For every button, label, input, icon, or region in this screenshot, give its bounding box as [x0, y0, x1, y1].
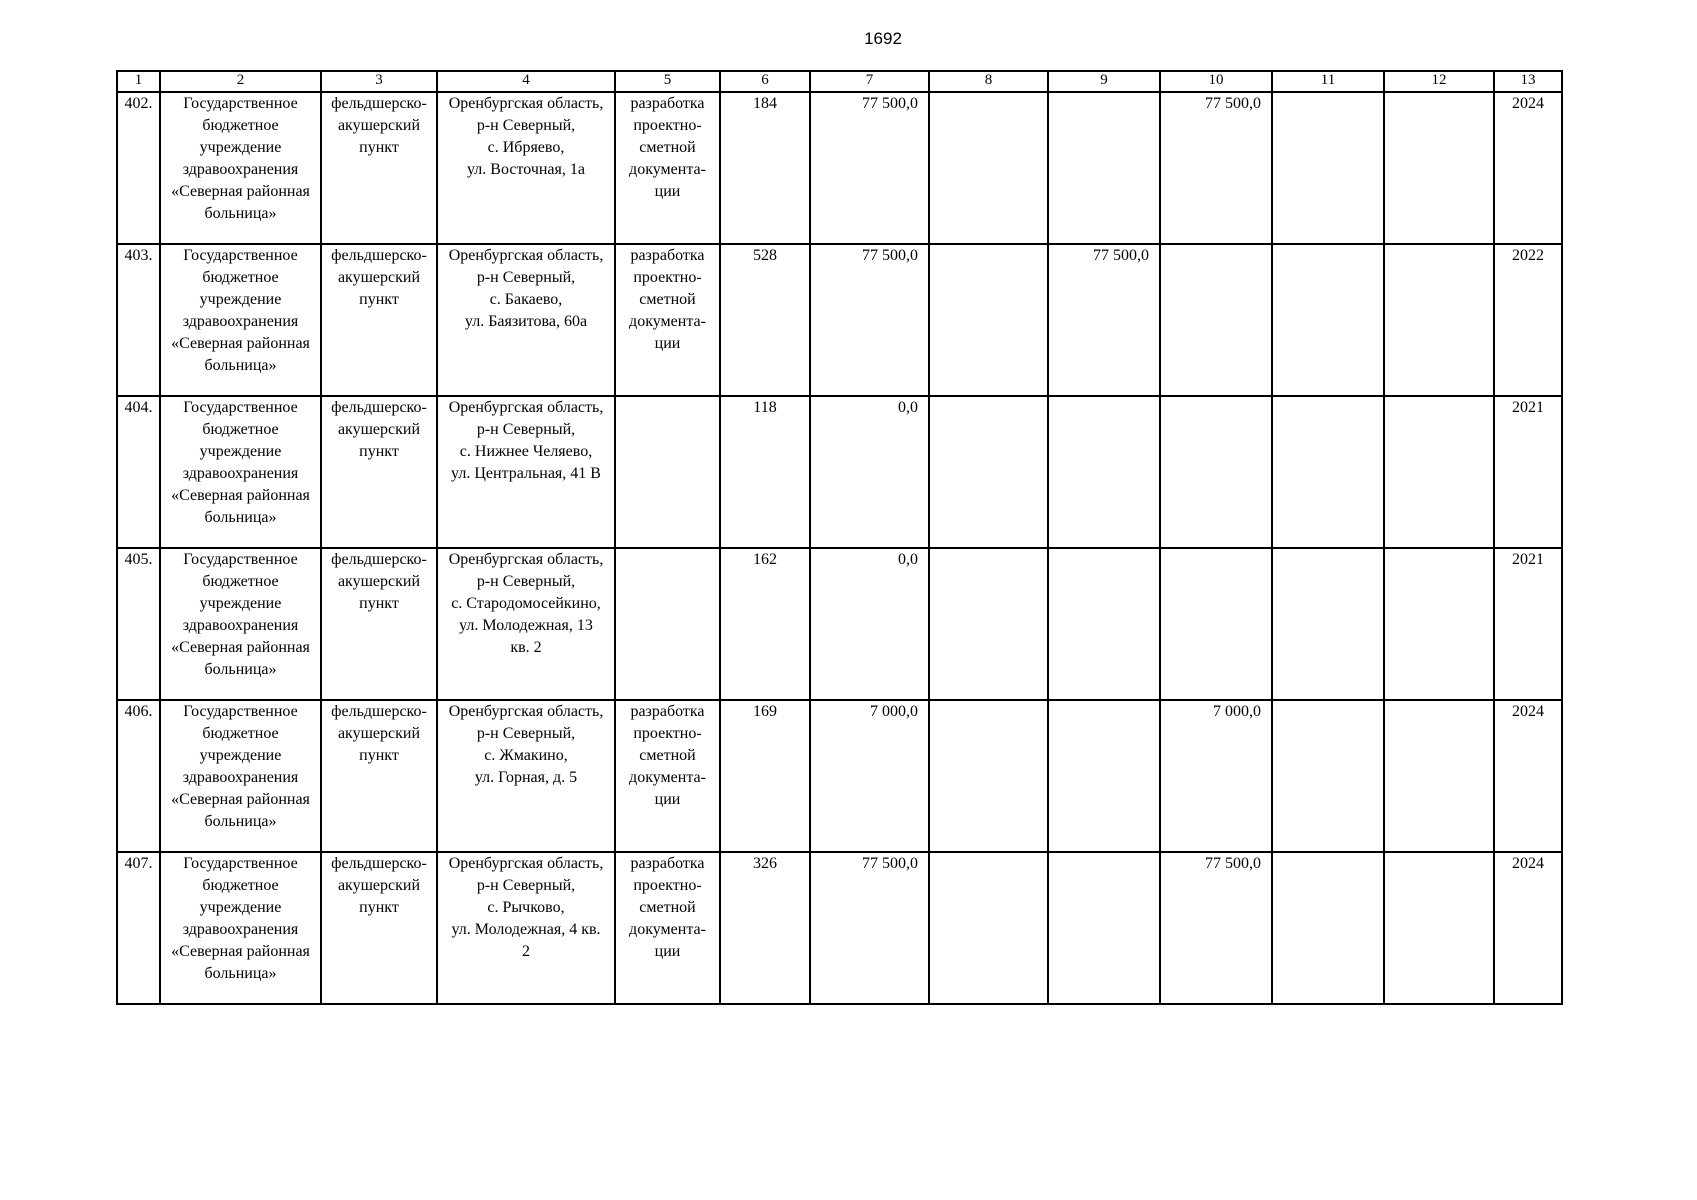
cell-line: ции	[654, 791, 681, 808]
cell-line: Оренбургская область,	[448, 247, 604, 264]
col6-cell: 162	[720, 548, 810, 700]
col7-amount-cell: 77 500,0	[810, 244, 929, 396]
cell-line: пункт	[359, 139, 399, 156]
work-type-cell	[615, 548, 720, 700]
col8-amount-cell	[929, 396, 1048, 548]
cell-line: учреждение	[199, 291, 282, 308]
column-header: 6	[720, 71, 810, 92]
cell-line: больница»	[204, 357, 277, 374]
cell-line: ции	[654, 943, 681, 960]
col9-amount-cell	[1048, 92, 1160, 244]
cell-line: документа-	[629, 921, 706, 938]
cell-line: р-н Северный,	[476, 421, 576, 438]
column-header: 1	[117, 71, 160, 92]
cell-line: больница»	[204, 661, 277, 678]
cell-line: Государственное	[183, 399, 298, 416]
cell-line: «Северная районная	[171, 791, 310, 808]
col10-amount-cell	[1160, 548, 1272, 700]
cell-line: пункт	[359, 291, 399, 308]
table-row	[117, 700, 1562, 852]
col7-amount-cell: 77 500,0	[810, 92, 929, 244]
object-type-cell	[321, 852, 437, 1004]
row-number-cell: 407.	[117, 852, 160, 1004]
cell-line: сметной	[639, 747, 696, 764]
col12-amount-cell	[1384, 548, 1494, 700]
cell-line: р-н Северный,	[476, 269, 576, 286]
cell-line: бюджетное	[202, 725, 279, 742]
object-type-cell	[321, 700, 437, 852]
cell-line: здравоохранения	[182, 313, 299, 330]
cell-line: Государственное	[183, 855, 298, 872]
address-cell	[437, 700, 615, 852]
year-cell: 2021	[1494, 548, 1562, 700]
col10-amount-cell	[1160, 244, 1272, 396]
col10-amount-cell	[1160, 396, 1272, 548]
cell-line: фельдшерско-	[331, 703, 427, 720]
cell-line: ции	[654, 183, 681, 200]
col9-amount-cell	[1048, 396, 1160, 548]
cell-line: акушерский	[337, 573, 421, 590]
year-cell: 2024	[1494, 852, 1562, 1004]
cell-line: учреждение	[199, 595, 282, 612]
column-header: 5	[615, 71, 720, 92]
col8-amount-cell	[929, 852, 1048, 1004]
col7-amount-cell: 7 000,0	[810, 700, 929, 852]
cell-line: учреждение	[199, 443, 282, 460]
cell-line: здравоохранения	[182, 161, 299, 178]
cell-line: р-н Северный,	[476, 117, 576, 134]
cell-line: «Северная районная	[171, 639, 310, 656]
column-header: 11	[1272, 71, 1384, 92]
institution-cell	[160, 700, 321, 852]
page-number: 1692	[864, 29, 902, 48]
cell-line: 2	[522, 943, 530, 960]
cell-line: пункт	[359, 899, 399, 916]
cell-line: больница»	[204, 509, 277, 526]
column-header: 13	[1494, 71, 1562, 92]
table-row	[117, 244, 1562, 396]
year-cell: 2024	[1494, 700, 1562, 852]
institution-cell	[160, 548, 321, 700]
cell-line: проектно-	[633, 725, 702, 742]
col10-amount-cell: 77 500,0	[1160, 92, 1272, 244]
cell-line: «Северная районная	[171, 487, 310, 504]
col11-amount-cell	[1272, 396, 1384, 548]
column-number-header-row	[117, 71, 1562, 92]
cell-line: больница»	[204, 205, 277, 222]
cell-line: разработка	[630, 703, 705, 720]
cell-line: бюджетное	[202, 573, 279, 590]
work-type-cell	[615, 92, 720, 244]
column-header: 7	[810, 71, 929, 92]
cell-line: разработка	[630, 247, 705, 264]
year-cell: 2022	[1494, 244, 1562, 396]
cell-line: учреждение	[199, 899, 282, 916]
col6-cell: 528	[720, 244, 810, 396]
cell-line: акушерский	[337, 421, 421, 438]
col10-amount-cell: 7 000,0	[1160, 700, 1272, 852]
row-number-cell: 404.	[117, 396, 160, 548]
row-number-cell: 405.	[117, 548, 160, 700]
col8-amount-cell	[929, 244, 1048, 396]
cell-line: фельдшерско-	[331, 95, 427, 112]
object-type-cell	[321, 548, 437, 700]
col8-amount-cell	[929, 548, 1048, 700]
col6-cell: 326	[720, 852, 810, 1004]
table-row	[117, 92, 1562, 244]
column-header: 8	[929, 71, 1048, 92]
cell-line: Оренбургская область,	[448, 95, 604, 112]
col8-amount-cell	[929, 92, 1048, 244]
cell-line: сметной	[639, 291, 696, 308]
cell-line: «Северная районная	[171, 335, 310, 352]
work-type-cell	[615, 396, 720, 548]
col11-amount-cell	[1272, 852, 1384, 1004]
cell-line: документа-	[629, 161, 706, 178]
row-number-cell: 406.	[117, 700, 160, 852]
address-cell	[437, 92, 615, 244]
col10-amount-cell: 77 500,0	[1160, 852, 1272, 1004]
data-table	[116, 70, 1563, 1005]
cell-line: Оренбургская область,	[448, 399, 604, 416]
cell-line: пункт	[359, 443, 399, 460]
cell-line: проектно-	[633, 877, 702, 894]
cell-line: ул. Центральная, 41 В	[451, 465, 601, 482]
cell-line: ул. Восточная, 1а	[467, 161, 585, 178]
address-cell	[437, 396, 615, 548]
cell-line: пункт	[359, 747, 399, 764]
cell-line: документа-	[629, 769, 706, 786]
col12-amount-cell	[1384, 700, 1494, 852]
cell-line: р-н Северный,	[476, 725, 576, 742]
column-header: 2	[160, 71, 321, 92]
cell-line: акушерский	[337, 117, 421, 134]
institution-cell	[160, 92, 321, 244]
cell-line: ул. Горная, д. 5	[474, 769, 578, 786]
column-header: 9	[1048, 71, 1160, 92]
cell-line: бюджетное	[202, 269, 279, 286]
cell-line: Оренбургская область,	[448, 855, 604, 872]
object-type-cell	[321, 92, 437, 244]
col8-amount-cell	[929, 700, 1048, 852]
cell-line: ул. Молодежная, 13	[459, 617, 593, 634]
col12-amount-cell	[1384, 852, 1494, 1004]
cell-line: акушерский	[337, 269, 421, 286]
cell-line: учреждение	[199, 139, 282, 156]
cell-line: здравоохранения	[182, 769, 299, 786]
cell-line: проектно-	[633, 117, 702, 134]
year-cell: 2021	[1494, 396, 1562, 548]
col7-amount-cell: 77 500,0	[810, 852, 929, 1004]
col11-amount-cell	[1272, 700, 1384, 852]
column-header: 10	[1160, 71, 1272, 92]
work-type-cell	[615, 852, 720, 1004]
cell-line: разработка	[630, 95, 705, 112]
cell-line: бюджетное	[202, 117, 279, 134]
col7-amount-cell: 0,0	[810, 548, 929, 700]
col7-amount-cell: 0,0	[810, 396, 929, 548]
address-cell	[437, 852, 615, 1004]
cell-line: документа-	[629, 313, 706, 330]
object-type-cell	[321, 396, 437, 548]
col6-cell: 184	[720, 92, 810, 244]
cell-line: фельдшерско-	[331, 399, 427, 416]
cell-line: сметной	[639, 899, 696, 916]
cell-line: ул. Баязитова, 60а	[464, 313, 588, 330]
address-cell	[437, 548, 615, 700]
cell-line: с. Нижнее Челяево,	[459, 443, 593, 460]
col9-amount-cell: 77 500,0	[1048, 244, 1160, 396]
cell-line: здравоохранения	[182, 465, 299, 482]
address-cell	[437, 244, 615, 396]
institution-cell	[160, 852, 321, 1004]
cell-line: фельдшерско-	[331, 855, 427, 872]
cell-line: Оренбургская область,	[448, 703, 604, 720]
col11-amount-cell	[1272, 548, 1384, 700]
col11-amount-cell	[1272, 244, 1384, 396]
column-header: 12	[1384, 71, 1494, 92]
cell-line: здравоохранения	[182, 921, 299, 938]
col11-amount-cell	[1272, 92, 1384, 244]
cell-line: больница»	[204, 965, 277, 982]
work-type-cell	[615, 700, 720, 852]
row-number-cell: 403.	[117, 244, 160, 396]
column-header: 3	[321, 71, 437, 92]
institution-cell	[160, 244, 321, 396]
column-header: 4	[437, 71, 615, 92]
col12-amount-cell	[1384, 396, 1494, 548]
cell-line: учреждение	[199, 747, 282, 764]
cell-line: сметной	[639, 139, 696, 156]
cell-line: Государственное	[183, 703, 298, 720]
row-number-cell: 402.	[117, 92, 160, 244]
cell-line: ул. Молодежная, 4 кв.	[451, 921, 601, 938]
col6-cell: 169	[720, 700, 810, 852]
cell-line: пункт	[359, 595, 399, 612]
cell-line: фельдшерско-	[331, 551, 427, 568]
cell-line: Государственное	[183, 95, 298, 112]
cell-line: с. Ибряево,	[487, 139, 565, 156]
col6-cell: 118	[720, 396, 810, 548]
year-cell: 2024	[1494, 92, 1562, 244]
cell-line: Государственное	[183, 247, 298, 264]
col9-amount-cell	[1048, 852, 1160, 1004]
cell-line: р-н Северный,	[476, 573, 576, 590]
cell-line: «Северная районная	[171, 943, 310, 960]
cell-line: с. Бакаево,	[489, 291, 563, 308]
object-type-cell	[321, 244, 437, 396]
cell-line: больница»	[204, 813, 277, 830]
cell-line: Оренбургская область,	[448, 551, 604, 568]
cell-line: кв. 2	[510, 639, 542, 656]
cell-line: фельдшерско-	[331, 247, 427, 264]
cell-line: проектно-	[633, 269, 702, 286]
col9-amount-cell	[1048, 548, 1160, 700]
cell-line: Государственное	[183, 551, 298, 568]
col12-amount-cell	[1384, 92, 1494, 244]
table-row	[117, 396, 1562, 548]
col9-amount-cell	[1048, 700, 1160, 852]
table-row	[117, 852, 1562, 1004]
cell-line: бюджетное	[202, 421, 279, 438]
cell-line: разработка	[630, 855, 705, 872]
cell-line: ции	[654, 335, 681, 352]
cell-line: с. Рычково,	[487, 899, 565, 916]
cell-line: р-н Северный,	[476, 877, 576, 894]
table-row	[117, 548, 1562, 700]
cell-line: здравоохранения	[182, 617, 299, 634]
cell-line: с. Стародомосейкино,	[451, 595, 601, 612]
cell-line: акушерский	[337, 877, 421, 894]
work-type-cell	[615, 244, 720, 396]
cell-line: бюджетное	[202, 877, 279, 894]
cell-line: акушерский	[337, 725, 421, 742]
cell-line: «Северная районная	[171, 183, 310, 200]
cell-line: с. Жмакино,	[484, 747, 568, 764]
col12-amount-cell	[1384, 244, 1494, 396]
institution-cell	[160, 396, 321, 548]
